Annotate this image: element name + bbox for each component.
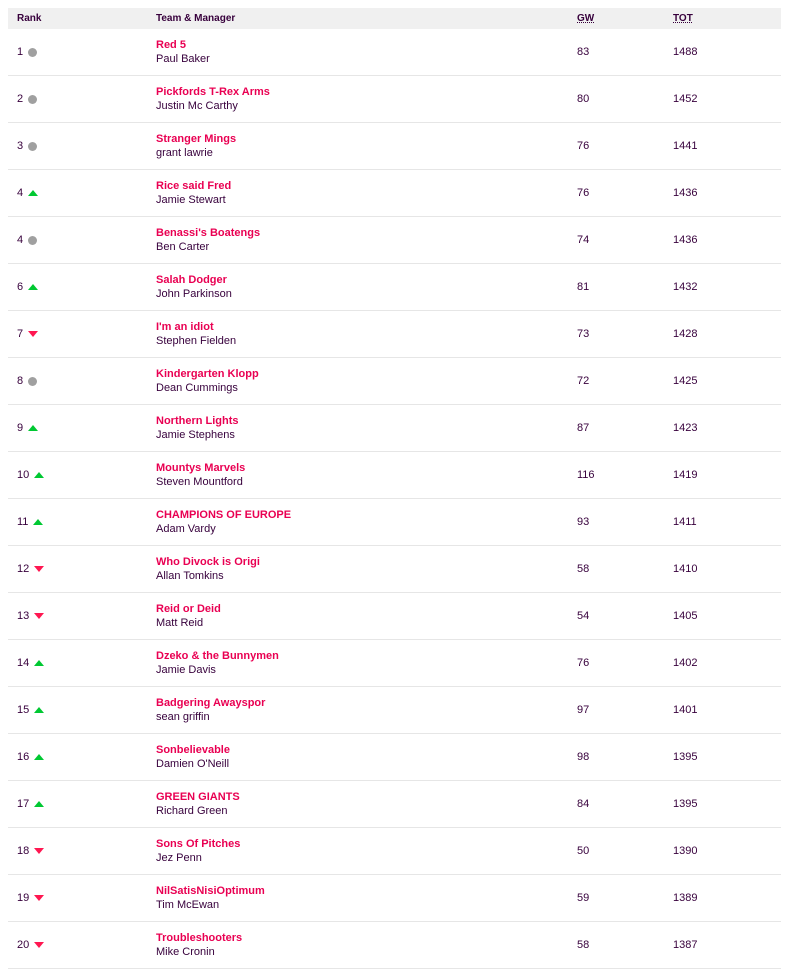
gw-points: 59 <box>577 892 590 904</box>
arrow-up-icon <box>34 660 44 666</box>
no-change-dot-icon <box>28 377 37 386</box>
rank-number: 19 <box>17 892 30 904</box>
gw-points: 83 <box>577 46 590 58</box>
gw-points: 93 <box>577 516 590 528</box>
total-points: 1387 <box>673 939 698 951</box>
league-standings-table <box>8 8 781 969</box>
total-points: 1488 <box>673 46 698 58</box>
gw-points: 97 <box>577 704 590 716</box>
arrow-up-icon <box>28 284 38 290</box>
team-cell <box>156 508 577 536</box>
rank-number: 4 <box>17 187 24 199</box>
total-points: 1395 <box>673 798 698 810</box>
no-change-dot-icon <box>28 95 37 104</box>
team-name-link[interactable]: Badgering Awayspor <box>156 697 266 709</box>
team-name-link[interactable]: Sonbelievable <box>156 744 230 756</box>
gw-points: 116 <box>577 469 595 481</box>
team-name-link[interactable]: Mountys Marvels <box>156 462 246 474</box>
total-points: 1425 <box>673 375 698 387</box>
total-points: 1405 <box>673 610 698 622</box>
arrow-down-icon <box>34 895 44 901</box>
gw-points: 73 <box>577 328 590 340</box>
total-points: 1395 <box>673 751 698 763</box>
team-name-link[interactable]: I'm an idiot <box>156 321 214 333</box>
rank-number: 9 <box>17 422 24 434</box>
table-header <box>8 8 781 29</box>
gw-column-header[interactable] <box>577 13 673 24</box>
rank-column-header: Rank <box>17 13 42 24</box>
arrow-down-icon <box>34 613 44 619</box>
rank-number: 13 <box>17 610 30 622</box>
table-row <box>8 640 781 687</box>
manager-name: Jamie Stephens <box>156 429 235 441</box>
gw-points: 58 <box>577 939 590 951</box>
rank-number: 7 <box>17 328 24 340</box>
total-points: 1436 <box>673 187 698 199</box>
table-row <box>8 499 781 546</box>
team-name-link[interactable]: Sons Of Pitches <box>156 838 241 850</box>
total-points: 1390 <box>673 845 698 857</box>
rank-number: 14 <box>17 657 30 669</box>
arrow-up-icon <box>34 754 44 760</box>
table-row <box>8 687 781 734</box>
team-cell <box>156 367 577 395</box>
rank-cell <box>8 892 156 904</box>
manager-name: Adam Vardy <box>156 523 216 535</box>
rank-number: 17 <box>17 798 30 810</box>
manager-name: Paul Baker <box>156 53 210 65</box>
rank-cell <box>8 563 156 575</box>
total-points: 1423 <box>673 422 698 434</box>
table-row <box>8 405 781 452</box>
gw-points: 98 <box>577 751 590 763</box>
team-manager-column-header: Team & Manager <box>156 13 236 24</box>
table-row <box>8 593 781 640</box>
manager-name: Richard Green <box>156 805 228 817</box>
manager-name: Dean Cummings <box>156 382 238 394</box>
gw-points: 58 <box>577 563 590 575</box>
team-cell <box>156 273 577 301</box>
manager-name: Ben Carter <box>156 241 210 253</box>
table-body <box>8 29 781 969</box>
table-row <box>8 170 781 217</box>
table-row <box>8 546 781 593</box>
table-row <box>8 875 781 922</box>
arrow-up-icon <box>28 425 38 431</box>
gw-points: 50 <box>577 845 590 857</box>
team-cell <box>156 931 577 959</box>
team-name-link[interactable]: Rice said Fred <box>156 180 232 192</box>
rank-number: 8 <box>17 375 24 387</box>
team-name-link[interactable]: Troubleshooters <box>156 932 243 944</box>
team-name-link[interactable]: Pickfords T-Rex Arms <box>156 86 270 98</box>
table-row <box>8 358 781 405</box>
team-name-link[interactable]: Reid or Deid <box>156 603 221 615</box>
rank-number: 1 <box>17 46 24 58</box>
manager-name: Allan Tomkins <box>156 570 224 582</box>
rank-number: 15 <box>17 704 30 716</box>
team-name-link[interactable]: Northern Lights <box>156 415 239 427</box>
team-cell <box>156 132 577 160</box>
total-points: 1452 <box>673 93 698 105</box>
manager-name: John Parkinson <box>156 288 232 300</box>
gw-points: 80 <box>577 93 590 105</box>
no-change-dot-icon <box>28 236 37 245</box>
arrow-up-icon <box>34 707 44 713</box>
team-name-link[interactable]: Who Divock is Origi <box>156 556 260 568</box>
rank-cell <box>8 845 156 857</box>
manager-name: Tim McEwan <box>156 899 220 911</box>
table-row <box>8 29 781 76</box>
no-change-dot-icon <box>28 48 37 57</box>
rank-cell <box>8 328 156 340</box>
table-row <box>8 311 781 358</box>
arrow-down-icon <box>34 566 44 572</box>
arrow-up-icon <box>34 472 44 478</box>
table-row <box>8 922 781 969</box>
rank-number: 16 <box>17 751 30 763</box>
manager-name: grant lawrie <box>156 147 213 159</box>
arrow-up-icon <box>34 801 44 807</box>
gw-points: 76 <box>577 657 590 669</box>
tot-header-label[interactable]: TOT <box>673 13 693 24</box>
table-row <box>8 264 781 311</box>
manager-name: Justin Mc Carthy <box>156 100 238 112</box>
team-name-link[interactable]: GREEN GIANTS <box>156 791 240 803</box>
team-cell <box>156 179 577 207</box>
gw-points: 76 <box>577 140 590 152</box>
total-points: 1432 <box>673 281 698 293</box>
manager-name: Damien O'Neill <box>156 758 230 770</box>
gw-points: 74 <box>577 234 590 246</box>
team-cell <box>156 320 577 348</box>
rank-cell <box>8 704 156 716</box>
manager-name: Stephen Fielden <box>156 335 237 347</box>
arrow-down-icon <box>34 942 44 948</box>
rank-number: 11 <box>17 516 29 528</box>
tot-column-header[interactable] <box>673 13 781 24</box>
rank-cell <box>8 281 156 293</box>
rank-cell <box>8 469 156 481</box>
arrow-up-icon <box>33 519 43 525</box>
rank-cell <box>8 798 156 810</box>
total-points: 1401 <box>673 704 698 716</box>
table-row <box>8 123 781 170</box>
team-name-link[interactable]: Salah Dodger <box>156 274 227 286</box>
gw-points: 84 <box>577 798 590 810</box>
team-cell <box>156 85 577 113</box>
manager-name: sean griffin <box>156 711 210 723</box>
rank-cell <box>8 516 156 528</box>
rank-cell <box>8 751 156 763</box>
rank-cell <box>8 610 156 622</box>
rank-cell <box>8 939 156 951</box>
arrow-down-icon <box>28 331 38 337</box>
table-row <box>8 76 781 123</box>
gw-header-label[interactable]: GW <box>577 13 595 24</box>
rank-cell <box>8 422 156 434</box>
team-name-link[interactable]: CHAMPIONS OF EUROPE <box>156 509 292 521</box>
total-points: 1436 <box>673 234 698 246</box>
table-row <box>8 452 781 499</box>
table-row <box>8 734 781 781</box>
team-cell <box>156 461 577 489</box>
manager-name: Mike Cronin <box>156 946 215 958</box>
rank-cell <box>8 93 156 105</box>
total-points: 1428 <box>673 328 698 340</box>
total-points: 1402 <box>673 657 698 669</box>
table-row <box>8 217 781 264</box>
table-row <box>8 781 781 828</box>
manager-name: Steven Mountford <box>156 476 243 488</box>
rank-number: 10 <box>17 469 30 481</box>
team-cell <box>156 602 577 630</box>
gw-points: 72 <box>577 375 590 387</box>
table-row <box>8 828 781 875</box>
team-cell <box>156 790 577 818</box>
team-name-link[interactable]: Dzeko & the Bunnymen <box>156 650 279 662</box>
team-cell <box>156 414 577 442</box>
arrow-down-icon <box>34 848 44 854</box>
total-points: 1411 <box>673 516 697 528</box>
rank-number: 6 <box>17 281 24 293</box>
rank-cell <box>8 375 156 387</box>
total-points: 1419 <box>673 469 698 481</box>
gw-points: 81 <box>577 281 590 293</box>
rank-number: 4 <box>17 234 24 246</box>
team-cell <box>156 743 577 771</box>
rank-cell <box>8 234 156 246</box>
rank-number: 12 <box>17 563 30 575</box>
manager-name: Matt Reid <box>156 617 204 629</box>
team-name-link[interactable]: Red 5 <box>156 39 186 51</box>
rank-cell <box>8 46 156 58</box>
total-points: 1389 <box>673 892 698 904</box>
team-cell <box>156 555 577 583</box>
team-cell <box>156 649 577 677</box>
team-cell <box>156 226 577 254</box>
team-cell <box>156 696 577 724</box>
gw-points: 87 <box>577 422 590 434</box>
team-name-link[interactable]: Stranger Mings <box>156 133 237 145</box>
gw-points: 54 <box>577 610 590 622</box>
team-name-link[interactable]: Kindergarten Klopp <box>156 368 259 380</box>
rank-cell <box>8 187 156 199</box>
team-name-link[interactable]: Benassi's Boatengs <box>156 227 261 239</box>
rank-number: 3 <box>17 140 24 152</box>
arrow-up-icon <box>28 190 38 196</box>
team-cell <box>156 837 577 865</box>
rank-number: 18 <box>17 845 30 857</box>
manager-name: Jamie Davis <box>156 664 216 676</box>
rank-number: 20 <box>17 939 30 951</box>
manager-name: Jez Penn <box>156 852 202 864</box>
rank-number: 2 <box>17 93 24 105</box>
total-points: 1441 <box>673 140 698 152</box>
gw-points: 76 <box>577 187 590 199</box>
team-name-link[interactable]: NilSatisNisiOptimum <box>156 885 265 897</box>
team-cell <box>156 38 577 66</box>
no-change-dot-icon <box>28 142 37 151</box>
team-cell <box>156 884 577 912</box>
rank-cell <box>8 140 156 152</box>
manager-name: Jamie Stewart <box>156 194 226 206</box>
rank-cell <box>8 657 156 669</box>
total-points: 1410 <box>673 563 698 575</box>
